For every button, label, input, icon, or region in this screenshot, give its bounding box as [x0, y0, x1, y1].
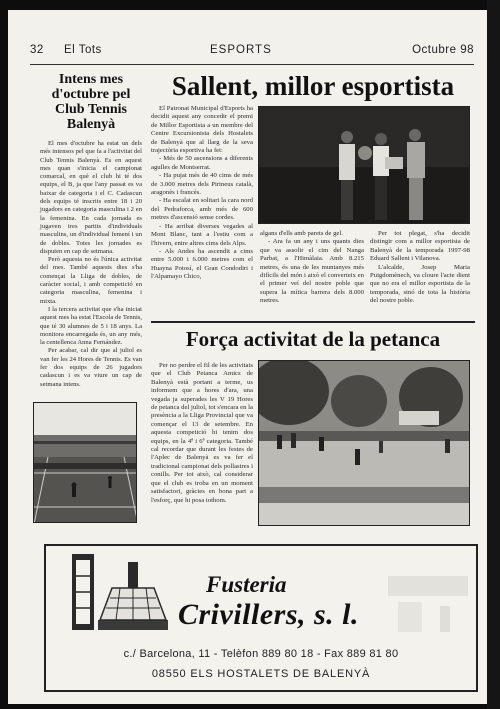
show-through-ghost-print [382, 568, 474, 638]
newspaper-page [8, 10, 487, 704]
sallent-paragraph: algans d'ells amb parets de gel. [260, 230, 343, 237]
sallent-col3 [370, 230, 470, 306]
ad-business-name: Crivillers, s. l. [178, 598, 360, 631]
scan-edge [487, 0, 500, 709]
tennis-court-photo [33, 402, 137, 523]
tennis-paragraph: Per acabar, cal dir que al juliol es van fer les 24 Hores de Tennis. Es van fer dos equips de 26 jugadors cadascun i es va viure un cap de setmana intens. [40, 347, 142, 388]
carpentry-logo-illustration [70, 550, 170, 634]
sallent-paragraph: - Ha escalat en solitari la cara nord del Pedraforca, amb més de 600 metres d'ascensió sense cordes. [151, 197, 253, 222]
sallent-paragraph: El Patronat Municipal d'Esports ha decidit aquest any concedir el premi de Millor Esportista a un membre del Centre Excursionista dels Hostalets de Balenyà que al llarg de la seva trajectòria esportiva ha fet: [151, 105, 253, 155]
sallent-title: Sallent, millor esportista [171, 71, 455, 101]
petanca-game-photo [258, 360, 470, 526]
sallent-paragraph: - Ha pujat més de 40 cims de més de 3.000 metres dels Pirineus català, aragonès i francès. [151, 172, 253, 197]
header-rule [30, 64, 474, 65]
section-name: ESPORTS [210, 44, 272, 56]
publication-name: El Tots [64, 44, 102, 56]
page-header [30, 44, 474, 58]
issue-date: Octubre 98 [412, 44, 474, 56]
ad-address: c./ Barcelona, 11 - Telèfon 889 80 18 - Fax 889 81 80 [123, 648, 399, 660]
tennis-title: Intens mes d'octubre pel Club Tennis Balenyà [51, 72, 131, 132]
sallent-col1 [151, 105, 253, 282]
ad-city: 08550 ELS HOSTALETS DE BALENYÀ [151, 668, 371, 680]
award-ceremony-photo [258, 106, 470, 224]
tennis-paragraph: I la tercera activitat que s'ha iniciat aquest mes ha estat l'Escola de Tennis, que té 30 alumnes de 5 i 18 anys. La monitora encarregada és, un any més, la centellenca Anna Fernández. [40, 305, 142, 347]
section-divider [151, 321, 475, 323]
sallent-paragraph: - Ara fa un any i uns quants dies que va assolir el cim del Nanga Parbat, a l'Himàlaia. Amb 8.215 metres, és una de les muntanyes més difícils del món i això el converteix en el primer veí del nostre poble que supera la mítica barrera dels 8.000 metres. [260, 238, 364, 305]
tennis-paragraph: El mes d'octubre ha estat un dels més intensos pel que fa a l'activitat del Club Tennis Balenyà. Es en aquest mes quan s'inicia el campionat comarcal, en què el club hi té dos equips, el B, ja que l'any passat es va baixar de categoria i el C. Cadascun dels equips té inscrits entre 18 i 20 jugadors en categoria masculina i 2 en la femenina. En cada jornada es jugaven tres partits d'individuals masculins, un d'individual femení i un de dobles. Totes les jornades es disputen en cap de setmana. [40, 140, 142, 255]
sallent-paragraph: L'alcalde, Josep Maria Puigdomènech, va cloure l'acte dient que no era el millor esportista de la temporada, sinó de tota la història del nostre poble. [370, 263, 470, 305]
tennis-article [40, 72, 142, 389]
petanca-title: Força activitat de la petanca [185, 327, 441, 351]
tennis-paragraph: Però aquesta no és l'única activitat del mes. També aquests dies s'ha començat la Lliga de dobles, de caràcter social, i amb competició en categoria masculina, femenina i mixta. [40, 256, 142, 305]
petanca-body [151, 362, 253, 505]
petanca-paragraph: Per no perdre el fil de les activitats que el Club Petanca Amics de Balenyà està portant a terme, us informem que a hores d'ara, una vegada ja superades les V 19 Hores de petanca del juliol, tot s'encara en la presència a la Lliga Provincial que va començar el 13 de setembre. En aquesta competició hi tenim dos equips, en la 4ª i 6ª categoria. També cal recordar que durant les festes de l'Aplec de Balenyà es va fer el tradicional campionat dels pollastres i conills. Per tot això, cal considerar que el club es troba en un moment satisfactori, gràcies en bona part a l'esforç, que hi posa tothom. [151, 362, 253, 504]
advertisement-box [44, 544, 478, 692]
sallent-paragraph: - Als Andes ha ascendit a cims entre 5.000 i 6.000 metres com el Huayna Potosí, el Gran Condodiri i l'Alpamayo Chico, [151, 247, 253, 281]
sallent-paragraph: - Ha arribat diverses vegades al Mont Blanc, tant a l'estiu com a l'hivern, entre altres cims dels Alps. [151, 222, 253, 247]
ad-business-type: Fusteria [206, 572, 287, 597]
sallent-paragraph: - Més de 50 ascensions a diferents agulles de Montserrat. [151, 155, 253, 171]
page-number: 32 [30, 44, 44, 56]
tennis-body [40, 140, 142, 389]
sallent-paragraph: Per tot plegat, s'ha decidit distingir com a millor esportista de Balenyà de la temporada 1997-98 Eduard Sallent i Vilanova. [370, 230, 470, 263]
sallent-col2 [260, 230, 364, 306]
